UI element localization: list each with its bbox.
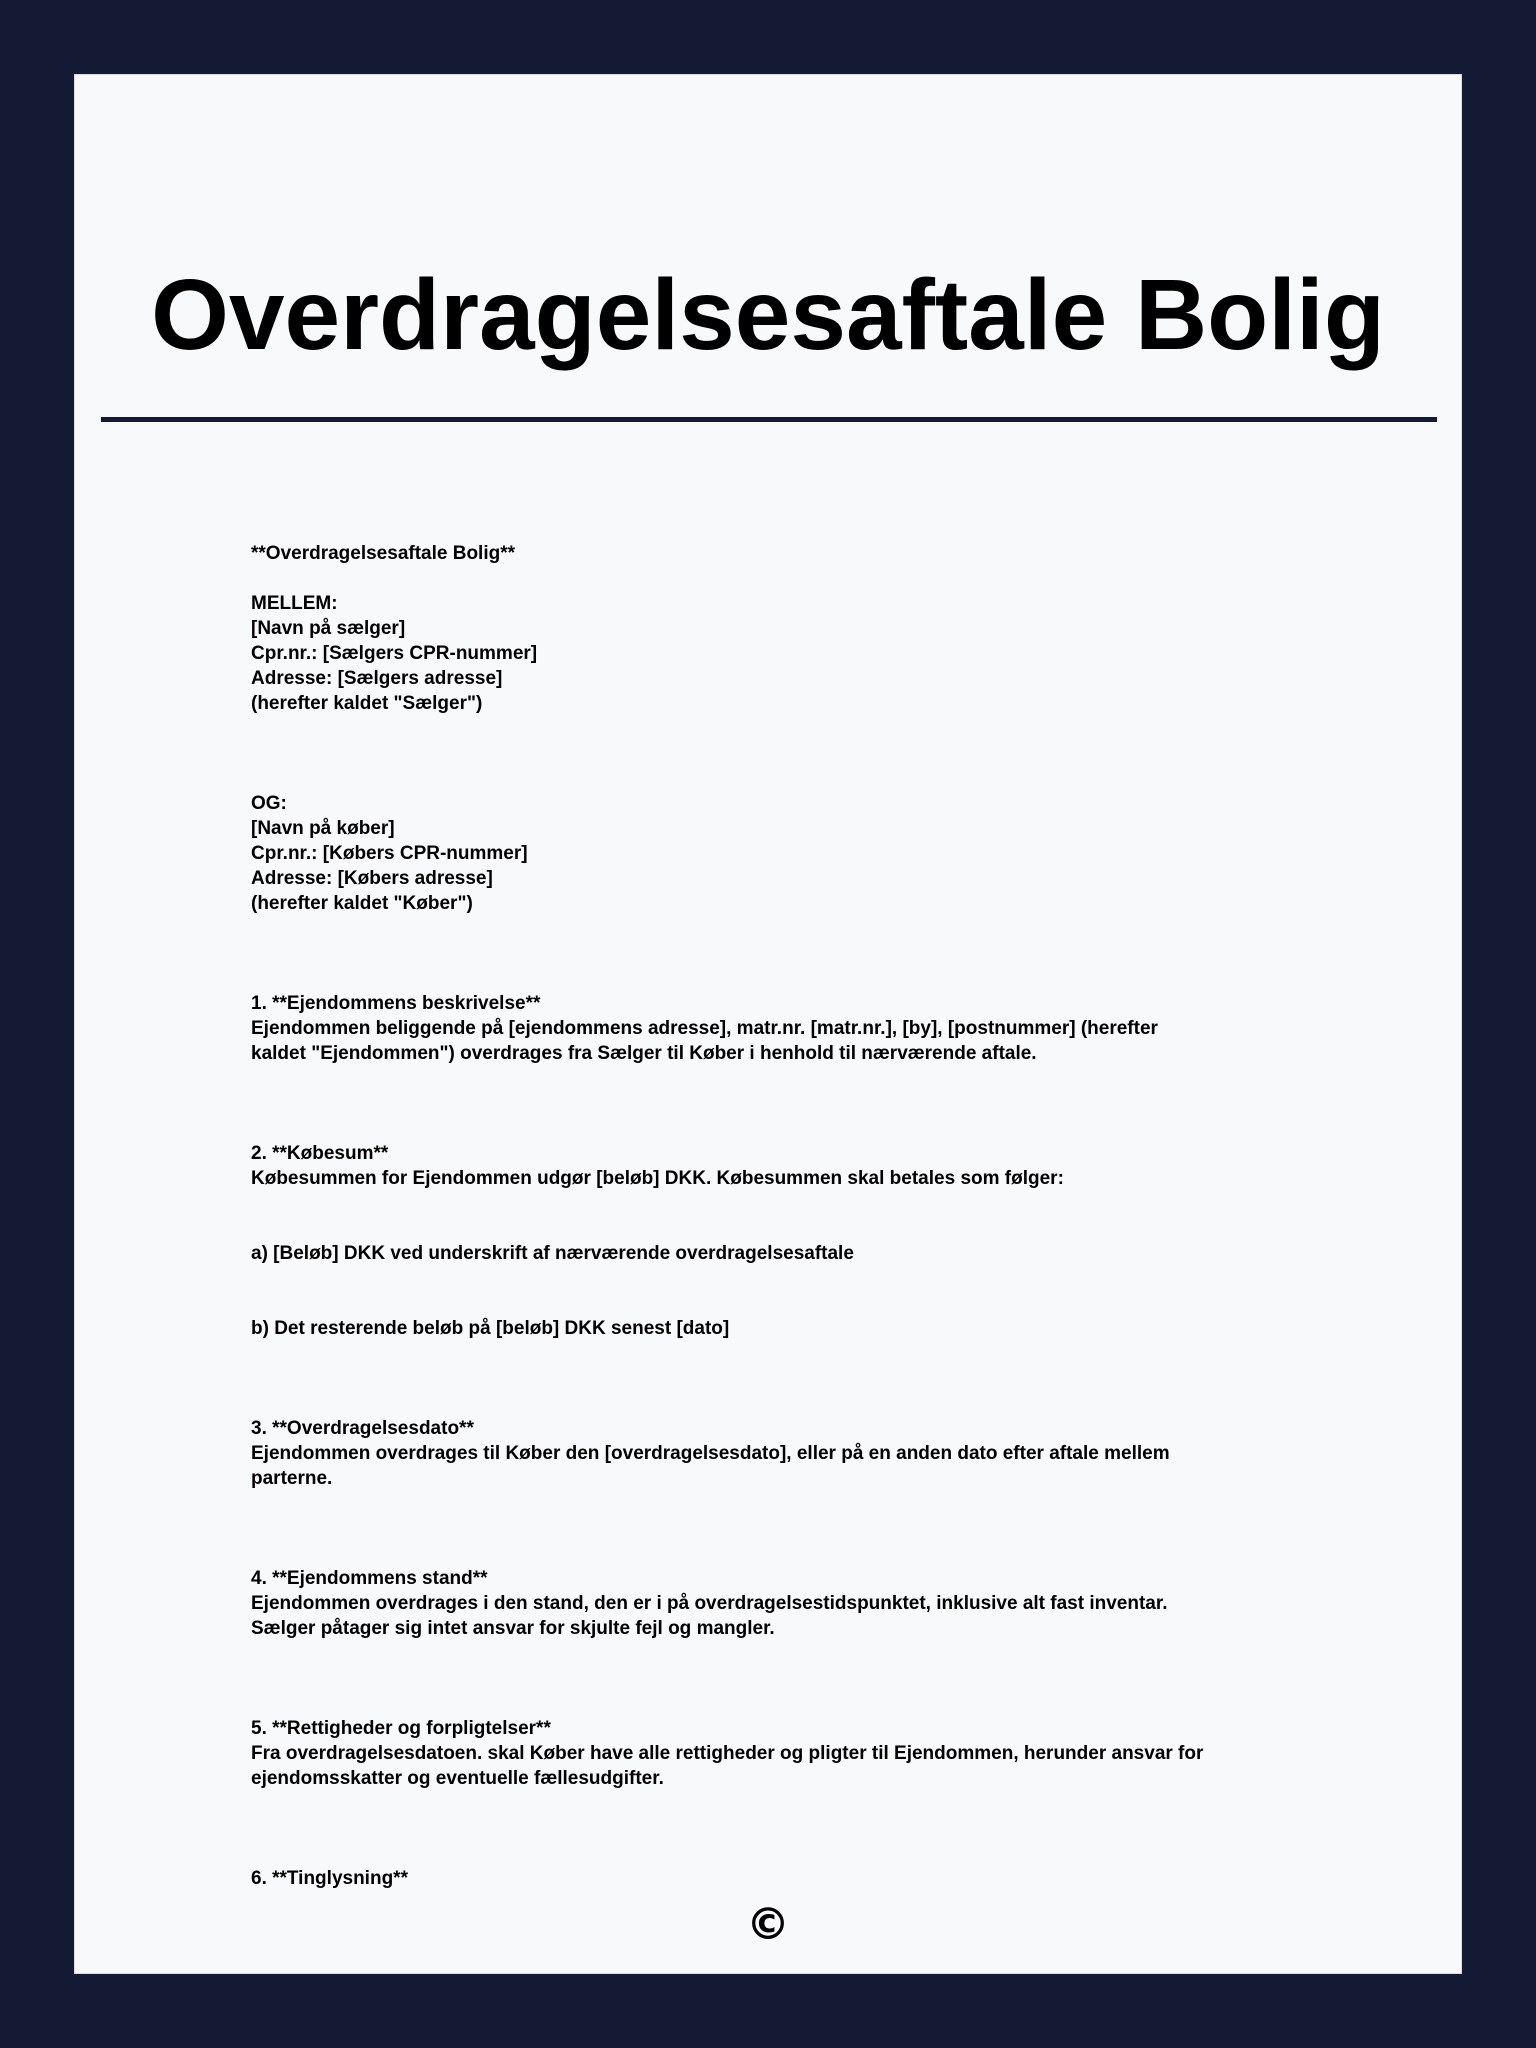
section-1	[251, 991, 1351, 1066]
spacer	[251, 1791, 1351, 1866]
seller-called: (herefter kaldet "Sælger")	[251, 693, 483, 714]
section-heading: 4. **Ejendommens stand**	[251, 1568, 488, 1589]
seller-block	[251, 591, 1351, 716]
seller-cpr: Cpr.nr.: [Sælgers CPR-nummer]	[251, 643, 538, 664]
spacer	[251, 916, 1351, 991]
section-4	[251, 1566, 1351, 1641]
spacer	[251, 1491, 1351, 1566]
section-6	[251, 1866, 1351, 1891]
seller-label: MELLEM:	[251, 593, 338, 614]
title-divider	[101, 417, 1437, 422]
buyer-name: [Navn på køber]	[251, 818, 395, 839]
spacer	[251, 716, 1351, 791]
spacer	[251, 566, 1351, 591]
section-line: Ejendommen overdrages i den stand, den er i på overdragelsestidspunktet, inklusive alt fast inventar.	[251, 1593, 1168, 1614]
section-line: Købesummen for Ejendommen udgør [beløb] DKK. Købesummen skal betales som følger:	[251, 1168, 1064, 1189]
buyer-block	[251, 791, 1351, 916]
buyer-label: OG:	[251, 793, 287, 814]
list-item: b) Det resterende beløb på [beløb] DKK senest [dato]	[251, 1318, 730, 1339]
section-line: Fra overdragelsesdatoen. skal Køber have alle rettigheder og pligter til Ejendommen, herunder ansvar for	[251, 1743, 1204, 1764]
section-heading: 2. **Købesum**	[251, 1143, 389, 1164]
buyer-cpr: Cpr.nr.: [Købers CPR-nummer]	[251, 843, 528, 864]
section-line: kaldet "Ejendommen") overdrages fra Sælger til Køber i henhold til nærværende aftale.	[251, 1043, 1037, 1064]
spacer	[251, 1641, 1351, 1716]
spacer	[251, 1266, 1351, 1316]
buyer-address: Adresse: [Købers adresse]	[251, 868, 493, 889]
document-body	[251, 541, 1351, 1891]
section-line: Sælger påtager sig intet ansvar for skjulte fejl og mangler.	[251, 1618, 775, 1639]
section-5	[251, 1716, 1351, 1791]
spacer	[251, 1191, 1351, 1241]
section-heading: 6. **Tinglysning**	[251, 1868, 408, 1889]
document-page	[74, 74, 1462, 1974]
copyright-icon: ©	[746, 1899, 790, 1950]
section-heading: 1. **Ejendommens beskrivelse**	[251, 993, 541, 1014]
section-heading: 5. **Rettigheder og forpligtelser**	[251, 1718, 551, 1739]
section-line: Ejendommen overdrages til Køber den [overdragelsesdato], eller på en anden dato efter aftale mellem	[251, 1443, 1170, 1464]
section-line: Ejendommen beliggende på [ejendommens adresse], matr.nr. [matr.nr.], [by], [postnummer] (herefter	[251, 1018, 1158, 1039]
seller-name: [Navn på sælger]	[251, 618, 406, 639]
document-title: Overdragelsesaftale Bolig	[151, 259, 1385, 371]
spacer	[251, 1066, 1351, 1141]
list-item: a) [Beløb] DKK ved underskrift af nærværende overdragelsesaftale	[251, 1243, 854, 1264]
spacer	[251, 1341, 1351, 1416]
section-line: parterne.	[251, 1468, 333, 1489]
buyer-called: (herefter kaldet "Køber")	[251, 893, 473, 914]
agreement-heading: **Overdragelsesaftale Bolig**	[251, 543, 516, 564]
section-line: ejendomsskatter og eventuelle fællesudgifter.	[251, 1768, 664, 1789]
section-2	[251, 1141, 1351, 1341]
section-3	[251, 1416, 1351, 1491]
seller-address: Adresse: [Sælgers adresse]	[251, 668, 503, 689]
section-heading: 3. **Overdragelsesdato**	[251, 1418, 474, 1439]
